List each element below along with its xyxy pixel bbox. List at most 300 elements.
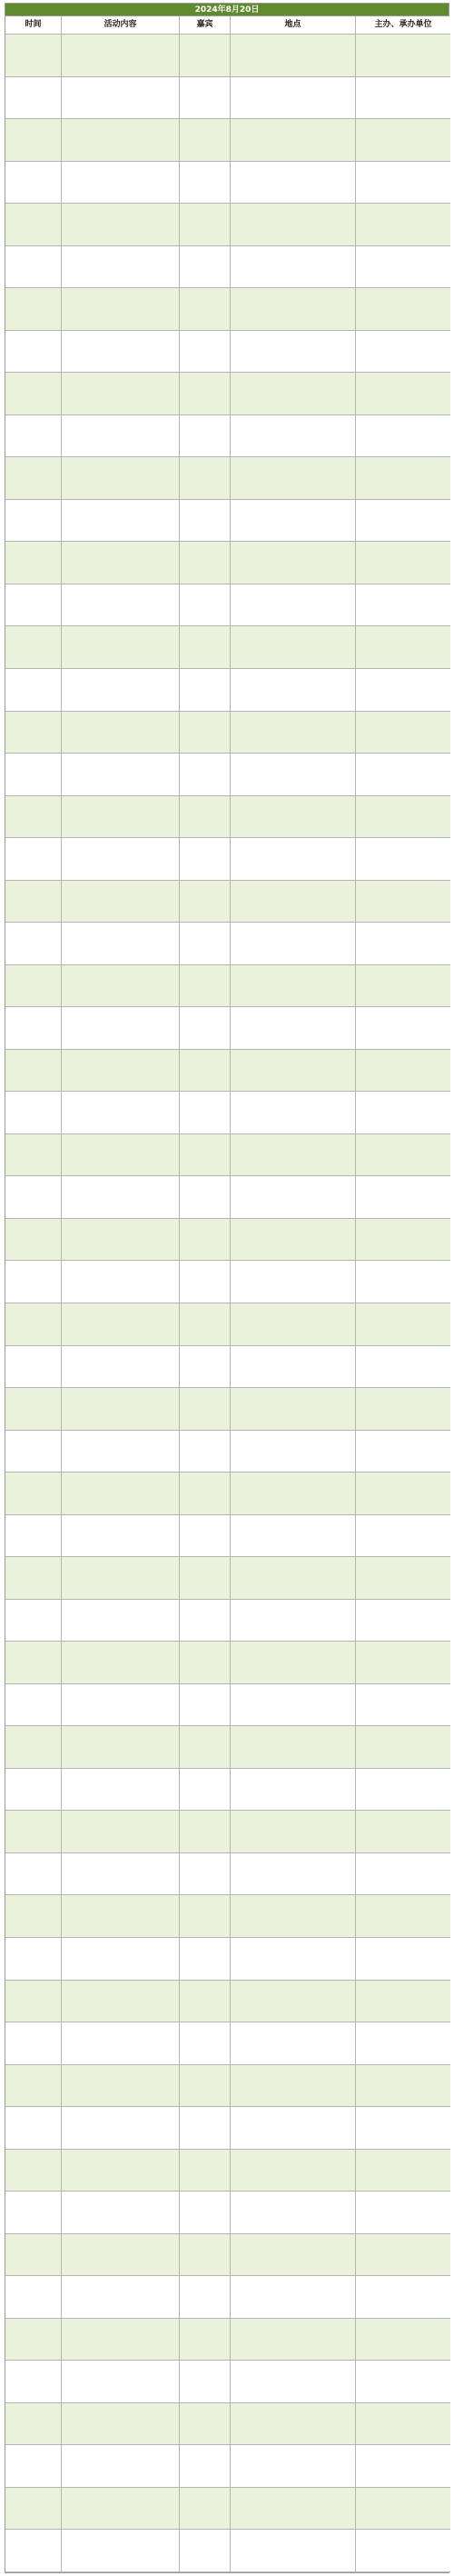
activity-cell — [62, 1346, 180, 1389]
activity-cell — [62, 1007, 180, 1050]
activity-cell — [62, 1642, 180, 1684]
guests-cell — [180, 1261, 231, 1303]
time-cell — [5, 2530, 62, 2572]
venue-cell — [231, 2234, 356, 2277]
venue-cell — [231, 2065, 356, 2108]
activity-cell — [62, 1050, 180, 1093]
venue-cell — [231, 2022, 356, 2065]
time-cell — [5, 1303, 62, 1346]
venue-cell — [231, 1981, 356, 2023]
guests-cell — [180, 965, 231, 1008]
guests-cell — [180, 584, 231, 627]
venue-cell — [231, 1853, 356, 1896]
guests-cell — [180, 373, 231, 415]
venue-cell — [231, 500, 356, 543]
time-cell — [5, 1895, 62, 1938]
guests-cell — [180, 1938, 231, 1981]
event-schedule-document — [5, 3, 449, 2573]
activity-cell — [62, 965, 180, 1008]
organizer-cell — [356, 1642, 450, 1684]
guests-cell — [180, 796, 231, 839]
organizer-cell — [356, 1853, 450, 1896]
guests-cell — [180, 1981, 231, 2023]
time-cell — [5, 2107, 62, 2150]
organizer-cell — [356, 331, 450, 374]
activity-cell — [62, 754, 180, 796]
time-cell — [5, 1261, 62, 1303]
time-cell — [5, 1726, 62, 1769]
time-cell — [5, 1557, 62, 1600]
organizer-cell — [356, 288, 450, 331]
time-cell — [5, 796, 62, 839]
venue-cell — [231, 1134, 356, 1177]
time-cell — [5, 1811, 62, 1853]
venue-cell — [231, 1642, 356, 1684]
activity-cell — [62, 162, 180, 205]
guests-cell — [180, 1684, 231, 1727]
time-cell — [5, 246, 62, 289]
activity-cell — [62, 1473, 180, 1515]
venue-cell — [231, 1557, 356, 1600]
time-cell — [5, 1600, 62, 1642]
venue-cell — [231, 331, 356, 374]
guests-cell — [180, 35, 231, 77]
guests-cell — [180, 2488, 231, 2531]
time-cell — [5, 373, 62, 415]
organizer-cell — [356, 1769, 450, 1812]
venue-cell — [231, 119, 356, 162]
guests-cell — [180, 2107, 231, 2150]
organizer-cell — [356, 1811, 450, 1853]
time-cell — [5, 457, 62, 500]
activity-cell — [62, 246, 180, 289]
header-venue: 地点 — [231, 16, 356, 35]
guests-cell — [180, 881, 231, 924]
venue-cell — [231, 1303, 356, 1346]
venue-cell — [231, 204, 356, 246]
time-cell — [5, 1050, 62, 1093]
venue-cell — [231, 2361, 356, 2403]
guests-cell — [180, 1346, 231, 1389]
activity-cell — [62, 1092, 180, 1134]
venue-cell — [231, 1600, 356, 1642]
venue-cell — [231, 1176, 356, 1219]
organizer-cell — [356, 2403, 450, 2446]
organizer-cell — [356, 712, 450, 754]
activity-cell — [62, 923, 180, 965]
time-cell — [5, 1388, 62, 1431]
organizer-cell — [356, 500, 450, 543]
guests-cell — [180, 1473, 231, 1515]
venue-cell — [231, 1431, 356, 1473]
organizer-cell — [356, 2530, 450, 2572]
activity-cell — [62, 669, 180, 712]
time-cell — [5, 754, 62, 796]
time-cell — [5, 1134, 62, 1177]
activity-cell — [62, 2065, 180, 2108]
guests-cell — [180, 415, 231, 458]
time-cell — [5, 669, 62, 712]
guests-cell — [180, 923, 231, 965]
venue-cell — [231, 1938, 356, 1981]
activity-cell — [62, 1557, 180, 1600]
venue-cell — [231, 77, 356, 120]
guests-cell — [180, 2065, 231, 2108]
organizer-cell — [356, 246, 450, 289]
venue-cell — [231, 669, 356, 712]
organizer-cell — [356, 2065, 450, 2108]
guests-cell — [180, 1303, 231, 1346]
venue-cell — [231, 1346, 356, 1389]
organizer-cell — [356, 2150, 450, 2192]
organizer-cell — [356, 119, 450, 162]
guests-cell — [180, 2022, 231, 2065]
organizer-cell — [356, 1007, 450, 1050]
time-cell — [5, 1431, 62, 1473]
date-title: 2024年8月20日 — [5, 4, 449, 16]
time-cell — [5, 923, 62, 965]
organizer-cell — [356, 204, 450, 246]
guests-cell — [180, 500, 231, 543]
time-cell — [5, 712, 62, 754]
time-cell — [5, 288, 62, 331]
guests-cell — [180, 2234, 231, 2277]
guests-cell — [180, 457, 231, 500]
activity-cell — [62, 2234, 180, 2277]
guests-cell — [180, 1557, 231, 1600]
time-cell — [5, 542, 62, 584]
guests-cell — [180, 288, 231, 331]
time-cell — [5, 2150, 62, 2192]
organizer-cell — [356, 1684, 450, 1727]
time-cell — [5, 2403, 62, 2446]
venue-cell — [231, 965, 356, 1008]
venue-cell — [231, 2276, 356, 2319]
time-cell — [5, 1981, 62, 2023]
time-cell — [5, 965, 62, 1008]
activity-cell — [62, 2192, 180, 2234]
venue-cell — [231, 2319, 356, 2361]
time-cell — [5, 881, 62, 924]
activity-cell — [62, 2403, 180, 2446]
venue-cell — [231, 1811, 356, 1853]
activity-cell — [62, 1895, 180, 1938]
guests-cell — [180, 542, 231, 584]
guests-cell — [180, 1007, 231, 1050]
activity-cell — [62, 288, 180, 331]
time-cell — [5, 1176, 62, 1219]
time-cell — [5, 162, 62, 205]
activity-cell — [62, 457, 180, 500]
organizer-cell — [356, 162, 450, 205]
activity-cell — [62, 1811, 180, 1853]
guests-cell — [180, 1515, 231, 1558]
activity-cell — [62, 1176, 180, 1219]
venue-cell — [231, 1473, 356, 1515]
organizer-cell — [356, 1092, 450, 1134]
venue-cell — [231, 712, 356, 754]
guests-cell — [180, 712, 231, 754]
activity-cell — [62, 500, 180, 543]
guests-cell — [180, 1050, 231, 1093]
venue-cell — [231, 415, 356, 458]
organizer-cell — [356, 2234, 450, 2277]
venue-cell — [231, 754, 356, 796]
guests-cell — [180, 77, 231, 120]
time-cell — [5, 584, 62, 627]
time-cell — [5, 2361, 62, 2403]
organizer-cell — [356, 2319, 450, 2361]
time-cell — [5, 1473, 62, 1515]
time-cell — [5, 2488, 62, 2531]
activity-cell — [62, 2361, 180, 2403]
activity-cell — [62, 2319, 180, 2361]
header-guests: 嘉宾 — [180, 16, 231, 35]
guests-cell — [180, 119, 231, 162]
guests-cell — [180, 669, 231, 712]
time-cell — [5, 1515, 62, 1558]
activity-cell — [62, 796, 180, 839]
activity-cell — [62, 1388, 180, 1431]
venue-cell — [231, 796, 356, 839]
guests-cell — [180, 1895, 231, 1938]
time-cell — [5, 35, 62, 77]
guests-cell — [180, 1853, 231, 1896]
venue-cell — [231, 1388, 356, 1431]
organizer-cell — [356, 1176, 450, 1219]
venue-cell — [231, 1092, 356, 1134]
organizer-cell — [356, 1600, 450, 1642]
guests-cell — [180, 2276, 231, 2319]
organizer-cell — [356, 1895, 450, 1938]
time-cell — [5, 500, 62, 543]
venue-cell — [231, 2192, 356, 2234]
venue-cell — [231, 246, 356, 289]
activity-cell — [62, 1431, 180, 1473]
guests-cell — [180, 331, 231, 374]
organizer-cell — [356, 838, 450, 881]
organizer-cell — [356, 796, 450, 839]
organizer-cell — [356, 1557, 450, 1600]
guests-cell — [180, 2530, 231, 2572]
venue-cell — [231, 1219, 356, 1262]
header-activity: 活动内容 — [62, 16, 180, 35]
organizer-cell — [356, 2488, 450, 2531]
organizer-cell — [356, 542, 450, 584]
time-cell — [5, 1219, 62, 1262]
organizer-cell — [356, 35, 450, 77]
venue-cell — [231, 1515, 356, 1558]
guests-cell — [180, 1769, 231, 1812]
organizer-cell — [356, 2192, 450, 2234]
organizer-cell — [356, 1388, 450, 1431]
activity-cell — [62, 626, 180, 669]
header-organizer: 主办、承办单位 — [356, 16, 450, 35]
venue-cell — [231, 1726, 356, 1769]
activity-cell — [62, 881, 180, 924]
time-cell — [5, 2234, 62, 2277]
schedule-table — [5, 16, 449, 2572]
activity-cell — [62, 119, 180, 162]
time-cell — [5, 2065, 62, 2108]
guests-cell — [180, 2150, 231, 2192]
venue-cell — [231, 35, 356, 77]
time-cell — [5, 2319, 62, 2361]
activity-cell — [62, 1684, 180, 1727]
activity-cell — [62, 2488, 180, 2531]
venue-cell — [231, 1007, 356, 1050]
venue-cell — [231, 457, 356, 500]
activity-cell — [62, 1938, 180, 1981]
venue-cell — [231, 2488, 356, 2531]
activity-cell — [62, 542, 180, 584]
venue-cell — [231, 1895, 356, 1938]
time-cell — [5, 415, 62, 458]
activity-cell — [62, 1515, 180, 1558]
time-cell — [5, 1853, 62, 1896]
guests-cell — [180, 1642, 231, 1684]
guests-cell — [180, 626, 231, 669]
activity-cell — [62, 1769, 180, 1812]
organizer-cell — [356, 2276, 450, 2319]
organizer-cell — [356, 1515, 450, 1558]
organizer-cell — [356, 1261, 450, 1303]
guests-cell — [180, 1388, 231, 1431]
organizer-cell — [356, 1938, 450, 1981]
time-cell — [5, 119, 62, 162]
venue-cell — [231, 2150, 356, 2192]
activity-cell — [62, 415, 180, 458]
guests-cell — [180, 2403, 231, 2446]
time-cell — [5, 2192, 62, 2234]
guests-cell — [180, 754, 231, 796]
organizer-cell — [356, 881, 450, 924]
venue-cell — [231, 2530, 356, 2572]
organizer-cell — [356, 1219, 450, 1262]
activity-cell — [62, 1981, 180, 2023]
venue-cell — [231, 626, 356, 669]
venue-cell — [231, 2107, 356, 2150]
organizer-cell — [356, 373, 450, 415]
venue-cell — [231, 584, 356, 627]
time-cell — [5, 77, 62, 120]
time-cell — [5, 1938, 62, 1981]
guests-cell — [180, 246, 231, 289]
organizer-cell — [356, 1303, 450, 1346]
venue-cell — [231, 923, 356, 965]
organizer-cell — [356, 1050, 450, 1093]
organizer-cell — [356, 415, 450, 458]
guests-cell — [180, 2445, 231, 2488]
activity-cell — [62, 1726, 180, 1769]
time-cell — [5, 2276, 62, 2319]
guests-cell — [180, 838, 231, 881]
organizer-cell — [356, 457, 450, 500]
guests-cell — [180, 2361, 231, 2403]
organizer-cell — [356, 1431, 450, 1473]
time-cell — [5, 1769, 62, 1812]
activity-cell — [62, 1219, 180, 1262]
organizer-cell — [356, 626, 450, 669]
organizer-cell — [356, 1726, 450, 1769]
organizer-cell — [356, 2361, 450, 2403]
time-cell — [5, 331, 62, 374]
time-cell — [5, 1092, 62, 1134]
activity-cell — [62, 373, 180, 415]
organizer-cell — [356, 2107, 450, 2150]
activity-cell — [62, 204, 180, 246]
activity-cell — [62, 1261, 180, 1303]
activity-cell — [62, 838, 180, 881]
venue-cell — [231, 2445, 356, 2488]
time-cell — [5, 1642, 62, 1684]
activity-cell — [62, 2022, 180, 2065]
guests-cell — [180, 1811, 231, 1853]
venue-cell — [231, 1684, 356, 1727]
organizer-cell — [356, 2445, 450, 2488]
guests-cell — [180, 1092, 231, 1134]
activity-cell — [62, 2107, 180, 2150]
activity-cell — [62, 1600, 180, 1642]
venue-cell — [231, 288, 356, 331]
organizer-cell — [356, 669, 450, 712]
guests-cell — [180, 2319, 231, 2361]
activity-cell — [62, 1134, 180, 1177]
guests-cell — [180, 1219, 231, 1262]
time-cell — [5, 1007, 62, 1050]
time-cell — [5, 1684, 62, 1727]
activity-cell — [62, 2276, 180, 2319]
organizer-cell — [356, 923, 450, 965]
time-cell — [5, 1346, 62, 1389]
guests-cell — [180, 2192, 231, 2234]
venue-cell — [231, 1261, 356, 1303]
organizer-cell — [356, 77, 450, 120]
organizer-cell — [356, 965, 450, 1008]
activity-cell — [62, 77, 180, 120]
venue-cell — [231, 838, 356, 881]
time-cell — [5, 626, 62, 669]
activity-cell — [62, 2445, 180, 2488]
time-cell — [5, 204, 62, 246]
guests-cell — [180, 162, 231, 205]
venue-cell — [231, 373, 356, 415]
organizer-cell — [356, 584, 450, 627]
venue-cell — [231, 2403, 356, 2446]
time-cell — [5, 838, 62, 881]
organizer-cell — [356, 754, 450, 796]
organizer-cell — [356, 2022, 450, 2065]
activity-cell — [62, 2530, 180, 2572]
organizer-cell — [356, 1346, 450, 1389]
guests-cell — [180, 1726, 231, 1769]
time-cell — [5, 2445, 62, 2488]
activity-cell — [62, 1853, 180, 1896]
organizer-cell — [356, 1981, 450, 2023]
header-time: 时间 — [5, 16, 62, 35]
activity-cell — [62, 1303, 180, 1346]
venue-cell — [231, 881, 356, 924]
activity-cell — [62, 2150, 180, 2192]
guests-cell — [180, 204, 231, 246]
guests-cell — [180, 1176, 231, 1219]
venue-cell — [231, 542, 356, 584]
venue-cell — [231, 1769, 356, 1812]
activity-cell — [62, 331, 180, 374]
venue-cell — [231, 1050, 356, 1093]
venue-cell — [231, 162, 356, 205]
organizer-cell — [356, 1134, 450, 1177]
